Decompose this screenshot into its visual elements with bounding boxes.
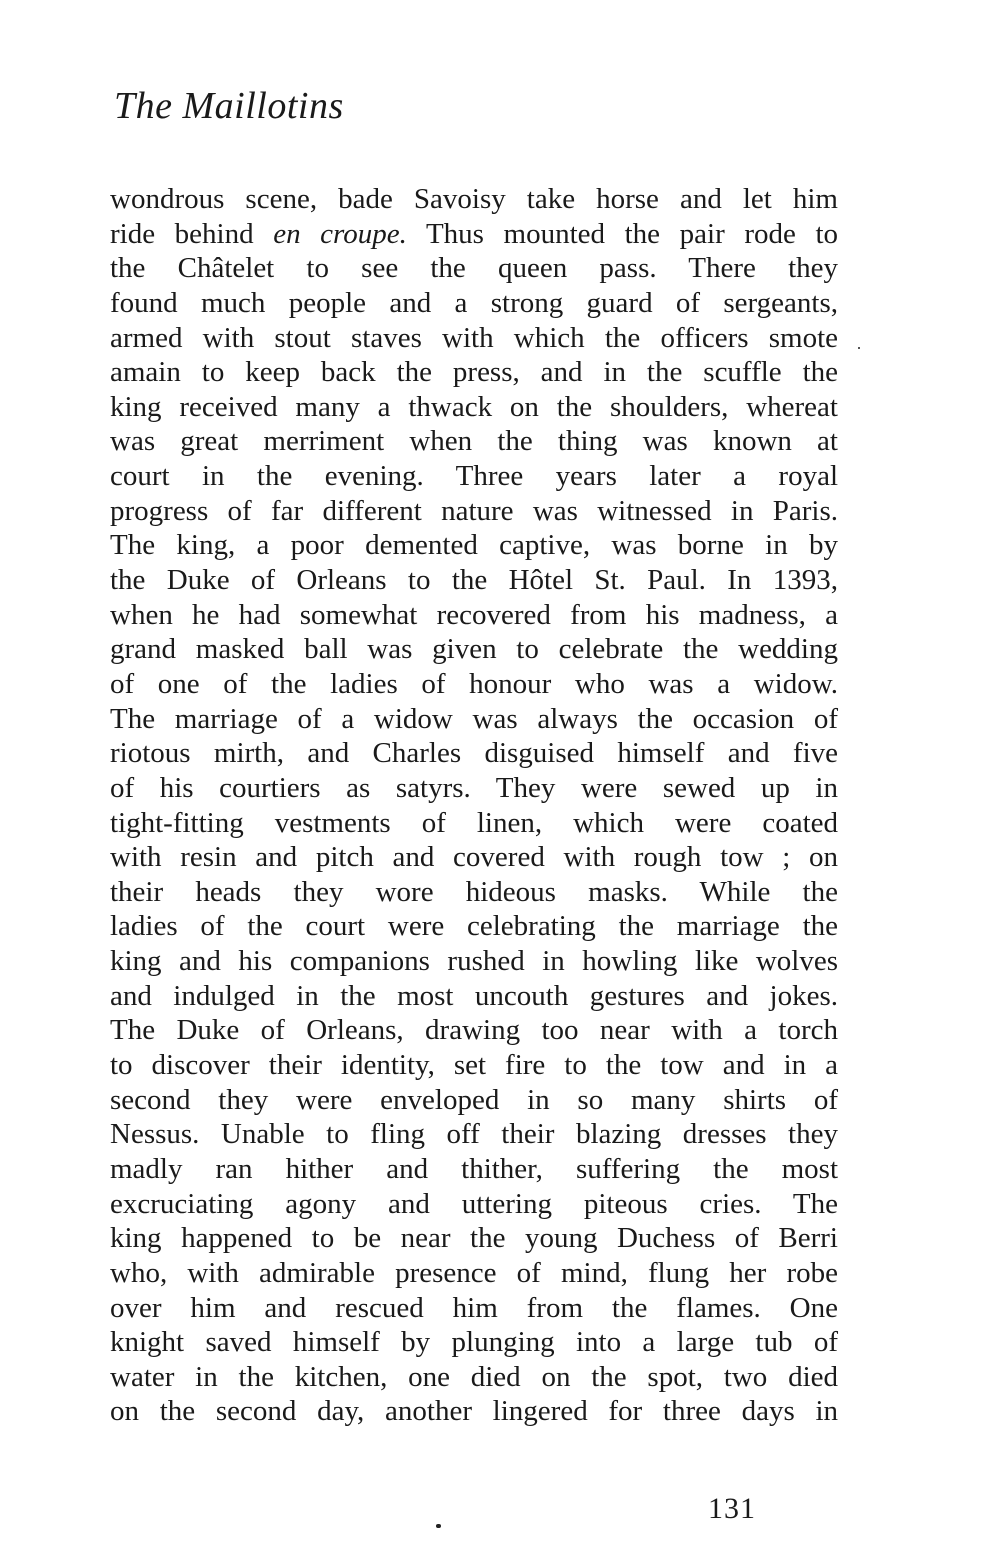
text-line: the Duke of Orleans to the Hôtel St. Paul. In 1393, bbox=[110, 564, 838, 597]
page-number: 131 bbox=[708, 1492, 756, 1525]
running-head: The Maillotins bbox=[114, 85, 344, 127]
text-line: The king, a poor demented captive, was borne in by bbox=[110, 529, 838, 562]
text-line: riotous mirth, and Charles disguised himself and five bbox=[110, 737, 838, 770]
text-line: The Duke of Orleans, drawing too near with a torch bbox=[110, 1014, 838, 1047]
text-line: of one of the ladies of honour who was a widow. bbox=[110, 667, 838, 700]
text-line: over him and rescued him from the flames. One bbox=[110, 1291, 838, 1324]
text-line: ride behind en croupe. Thus mounted the pair rode to bbox=[110, 217, 838, 250]
text-line: king happened to be near the young Duchess of Berri bbox=[110, 1222, 838, 1255]
text-line: court in the evening. Three years later a royal bbox=[110, 460, 838, 493]
text-line: and indulged in the most uncouth gestures and jokes. bbox=[110, 979, 838, 1012]
text-line: when he had somewhat recovered from his madness, a bbox=[110, 598, 838, 631]
text-line: excruciating agony and uttering piteous cries. The bbox=[110, 1187, 838, 1220]
text-line: tight-fitting vestments of linen, which were coated bbox=[110, 806, 838, 839]
text-line: found much people and a strong guard of sergeants, bbox=[110, 286, 838, 319]
text-line: grand masked ball was given to celebrate the wedding bbox=[110, 633, 838, 666]
text-line: who, with admirable presence of mind, flung her robe bbox=[110, 1256, 838, 1289]
text-line: second they were enveloped in so many shirts of bbox=[110, 1083, 838, 1116]
text-line: armed with stout staves with which the officers smote bbox=[110, 321, 838, 354]
text-line: on the second day, another lingered for three days in bbox=[110, 1395, 838, 1428]
text-line: amain to keep back the press, and in the scuffle the bbox=[110, 356, 838, 389]
text-line: The marriage of a widow was always the occasion of bbox=[110, 702, 838, 735]
text-line: with resin and pitch and covered with rough tow ; on bbox=[110, 841, 838, 874]
print-speck bbox=[436, 1524, 441, 1528]
text-line: to discover their identity, set fire to the tow and in a bbox=[110, 1049, 838, 1082]
text-line: king and his companions rushed in howling like wolves bbox=[110, 945, 838, 978]
text-line: was great merriment when the thing was known at bbox=[110, 425, 838, 458]
text-line: ladies of the court were celebrating the marriage the bbox=[110, 910, 838, 943]
text-line: Nessus. Unable to fling off their blazing dresses they bbox=[110, 1118, 838, 1151]
text-line: the Châtelet to see the queen pass. There they bbox=[110, 252, 838, 285]
text-line: wondrous scene, bade Savoisy take horse and let him bbox=[110, 183, 838, 215]
text-line: of his courtiers as satyrs. They were sewed up in bbox=[110, 771, 838, 804]
text-line: madly ran hither and thither, suffering the most bbox=[110, 1152, 838, 1185]
text-line: knight saved himself by plunging into a large tub of bbox=[110, 1326, 838, 1359]
text-line: their heads they wore hideous masks. While the bbox=[110, 875, 838, 908]
text-line: progress of far different nature was witnessed in Paris. bbox=[110, 494, 838, 527]
text-line: king received many a thwack on the shoulders, whereat bbox=[110, 390, 838, 423]
text-line: water in the kitchen, one died on the spot, two died bbox=[110, 1360, 838, 1393]
body-text bbox=[110, 182, 838, 1429]
print-speck bbox=[858, 347, 860, 349]
